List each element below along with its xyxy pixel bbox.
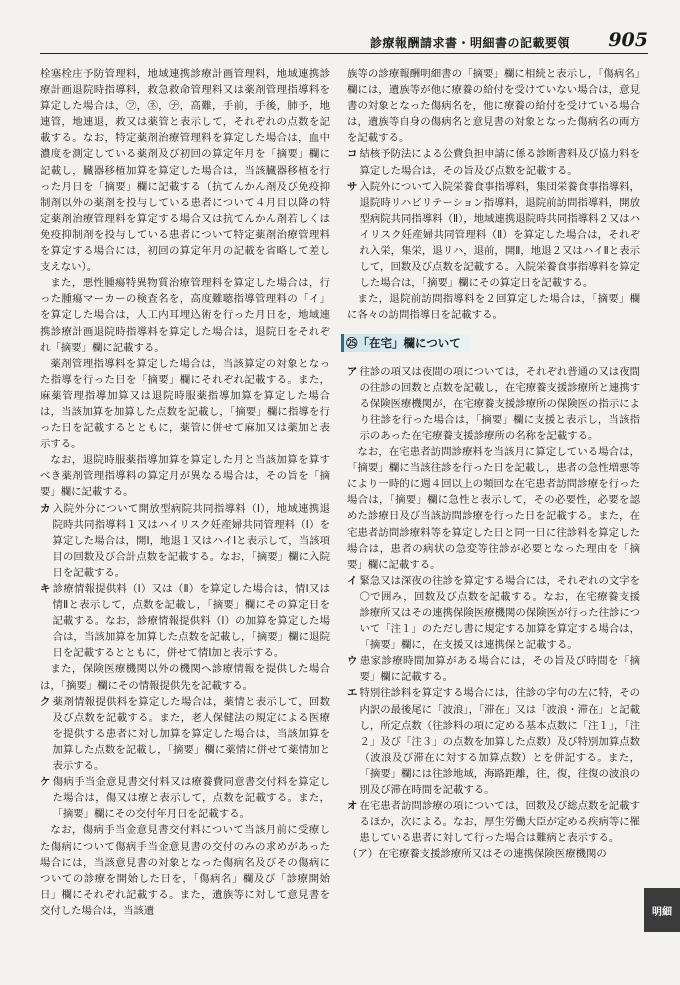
header-title: 診療報酬請求書・明細書の記載要領 <box>369 36 570 50</box>
paragraph <box>40 452 330 500</box>
paragraph-text: なお，傷病手当金意見書交付料について当該月前に受療した傷病について傷病手当金意見書の交付のみの求めがあった場合には，当該意見書の対象となった傷病名及びその傷病についての診療を開始した日を，「傷病名」欄及び「診療開始日」欄にそれぞれ記載する。また，遺族等に対して意見書を交付した場合は，当該遺 <box>40 824 330 917</box>
list-item <box>347 179 640 292</box>
paragraph-text: 緊急又は深夜の往診を算定する場合には，それぞれの文字を〇で囲み，回数及び点数を記載する。なお，在宅療養支援診療所又はその連携保険医療機関の保険医が行った往診について「注１」のただし書に規定する加算を算定する場合は，「摘要」欄に，在支援又は連携保と記載する。 <box>359 574 641 652</box>
list-item <box>347 364 640 444</box>
paragraph <box>347 291 640 323</box>
paragraph <box>347 444 640 573</box>
list-item <box>347 685 640 798</box>
paragraph <box>40 66 330 275</box>
paragraph-text: 往診の項又は夜間の項については，それぞれ普通の又は夜間の往診の回数と点数を記載し，在宅療養支援診療所と連携する保険医療機関が，在宅療養支援診療所の保険医の指示により往診を行った場合は，「摘要」欄に支援と表示し，当該指示のあった在宅療養支援診療所の名称を記載する。 <box>359 365 641 442</box>
list-item <box>40 581 330 661</box>
paragraph-text: 栓塞栓庄予防管理料，地域連携診療計画管理料，地域連携診療計画退院時指導料，救急救命管理料又は薬剤管理指導料を算定した場合は，㋫，㋧，㋤，高難，手前，手後，肺予，地連管，地連退，救又は薬管と表示して，それぞれの点数を記載する。なお，特定薬剤治療管理料を算定した場合は，血中濃度を測定している薬剤及び初回の算定年月を「摘要」欄に記載し，臓器移植加算を算定した場合は，当該臓器移植を行った月日を「摘要」欄に記載する（抗てんかん剤及び免疫抑制剤以外の薬剤を投与している患者について４月目以降の特定薬剤治療管理料を算定する場合又は抗てんかん剤若しくは免疫抑制剤を投与している患者について特定薬剤治療管理料を算定する場合には，初回の算定年月の記載を省略して差し支えない）。 <box>40 68 330 274</box>
paragraph-text: 薬剤情報提供料を算定した場合は，薬情と表示して，回数及び点数を記載する。また，老人保健法の規定による医療を提供する患者に対し加算を算定した場合は，当該加算を加算した点数を記載し，「摘要」欄に薬情に併せて薬情加と表示する。 <box>52 695 330 773</box>
paragraph-text: 診療情報提供料（Ⅰ）又は（Ⅱ）を算定した場合は，情Ⅰ又は情Ⅱと表示して，点数を記載し，「摘要」欄にその算定日を記載する。なお，診療情報提供料（Ⅰ）の加算を算定した場合は，当該加算を加算した点数を記載し，「摘要」欄に退院日を記載するとともに，併せて情Ⅰ加と表示する。 <box>52 583 330 660</box>
item-label: キ <box>40 583 51 595</box>
item-label: カ <box>40 502 51 515</box>
paragraph-text: 在宅患者訪問診療の項については，回数及び総点数を記載するほか，次による。なお，厚生労働大臣が定める疾病等に罹患している患者に対して行った場合は難病と表示する。 <box>359 800 641 845</box>
item-label: ア <box>347 365 358 378</box>
paragraph <box>40 822 330 919</box>
paragraph-text: 入院外について入院栄養食事指導料，集団栄養食事指導料，退院時リハビリテーション指導料，退院前訪問指導料，開放型病院共同指導料（Ⅱ），地域連携退院時共同指導料２又はハイリスク妊産婦共同管理料（Ⅱ）を算定した場合は，それぞれ入栄，集栄，退リハ，退前，開Ⅱ，地退２又はハイⅡと表示して，回数及び点数を記載する。入院栄養食事指導料を算定した場合は，「摘要」欄にその算定日を記載する。 <box>359 180 640 290</box>
paragraph-text: また，退院前訪問指導料を２回算定した場合は，「摘要」欄に各々の訪問指導日を記載する。 <box>347 293 640 322</box>
left-column <box>40 66 330 919</box>
item-label: コ <box>347 148 358 161</box>
item-label: サ <box>347 180 358 193</box>
paragraph-text: また，保険医療機関以外の機関へ診療情報を提供した場合は，「摘要」欄にその情報提供先を記載する。 <box>40 663 330 692</box>
item-label: イ <box>347 574 358 587</box>
paragraph <box>347 846 640 862</box>
paragraph <box>40 661 330 693</box>
list-item <box>347 146 640 178</box>
paragraph-text: 患家診療時間加算がある場合には，その旨及び時間を「摘要」欄に記載する。 <box>359 655 640 684</box>
item-label: エ <box>347 687 358 700</box>
list-item <box>40 774 330 822</box>
section-heading: ㉕「在宅」欄について <box>341 334 471 352</box>
item-label: ウ <box>347 655 358 668</box>
paragraph <box>347 66 640 146</box>
paragraph-text: 特別往診料を算定する場合には，往診の字句の左に特，その内訳の最後尾に「波浪」，「滞在」又は「波浪・滞在」と記載し，所定点数（往診料の項に定める基本点数に「注１」，「注２」及び「注３」の点数を加算した点数）及び特別加算点数（波浪及び滞在に対する加算点数）とを併記する。また，「摘要」欄には往診地域，海路距離，往，復，往復の波浪の別及び滞在時間を記載する。 <box>359 687 641 797</box>
section-heading-wrap <box>341 328 640 358</box>
list-item <box>347 573 640 653</box>
paragraph <box>40 275 330 355</box>
list-item <box>40 694 330 774</box>
paragraph <box>40 356 330 453</box>
paragraph-text: （ア）在宅療養支援診療所又はその連携保険医療機関の <box>347 848 607 861</box>
right-column <box>347 66 640 863</box>
paragraph-text: なお，在宅患者訪問診療料を当該月に算定している場合は，「摘要」欄に当該往診を行った日を記載し，患者の急性増悪等により一時的に週４回以上の頻回な在宅患者訪問診療を行った場合は，「摘要」欄に急性と表示して，その必要性，必要を認めた診療日及び当該訪問診療を行った日を記載する。また，在宅患者訪問診療料等を算定した日と同一日に往診料を算定した場合は，患者の病状の急変等往診が必要となった理由を「摘要」欄に記載する。 <box>347 446 640 571</box>
paragraph-text: なお，退院時服薬指導加算を算定した月と当該加算を算すべき薬剤管理指導料の算定月が異なる場合は，その旨を「摘要」欄に記載する。 <box>40 454 330 499</box>
page-number: 905 <box>608 29 648 51</box>
list-item <box>40 501 330 581</box>
running-header <box>40 30 648 54</box>
paragraph-text: 傷病手当金意見書交付料又は療養費同意書交付料を算定した場合は，傷又は療と表示して，点数を記載する。また，「摘要」欄にその交付年月日を記載する。 <box>52 776 330 821</box>
paragraph-text: 結核予防法による公費負担申請に係る診断書料及び協力料を算定した場合は，その旨及び点数を記載する。 <box>359 148 641 177</box>
list-item <box>347 798 640 846</box>
item-label: オ <box>347 800 358 813</box>
side-index-tab[interactable]: 明細 <box>644 888 680 932</box>
list-item <box>347 653 640 685</box>
paragraph-text: 入院外分について開放型病院共同指導料（Ⅰ），地域連携退院時共同指導料１又はハイリスク妊産婦共同管理料（Ⅰ）を算定した場合は，開Ⅰ，地退１又はハイⅠと表示して，当該項目の回数及び合計点数を記載する。なお，「摘要」欄に入院日を記載する。 <box>52 502 330 579</box>
paragraph-text: 薬剤管理指導料を算定した場合は，当該算定の対象となった指導を行った日を「摘要」欄にそれぞれ記載する。また，麻薬管理指導加算又は退院時服薬指導加算を算定した場合は，当該加算を加算した点数を記載し，「摘要」欄に指導を行った日を記載するとともに，薬管に併せて麻加又は薬加と表示する。 <box>40 357 330 451</box>
item-label: ク <box>40 695 51 708</box>
paragraph-text: 族等の診療報酬明細書の「摘要」欄に相続と表示し，「傷病名」欄には，遺族等が他に療養の給付を受けていない場合は，意見書の対象となった傷病名を，他に療養の給付を受けている場合は，遺族等自身の傷病名と意見書の対象となった傷病名の両方を記載する。 <box>347 68 640 145</box>
paragraph-text: また，悪性腫瘍特異物質治療管理料を算定した場合は，行った腫瘍マーカーの検査名を，高度難聴指導管理料の「イ」を算定した場合は，人工内耳埋込術を行った月日を，地域連携診療計画退院時指導料を算定した場合は，退院日をそれぞれ「摘要」欄に記載する。 <box>40 277 330 354</box>
item-label: ケ <box>40 776 51 789</box>
